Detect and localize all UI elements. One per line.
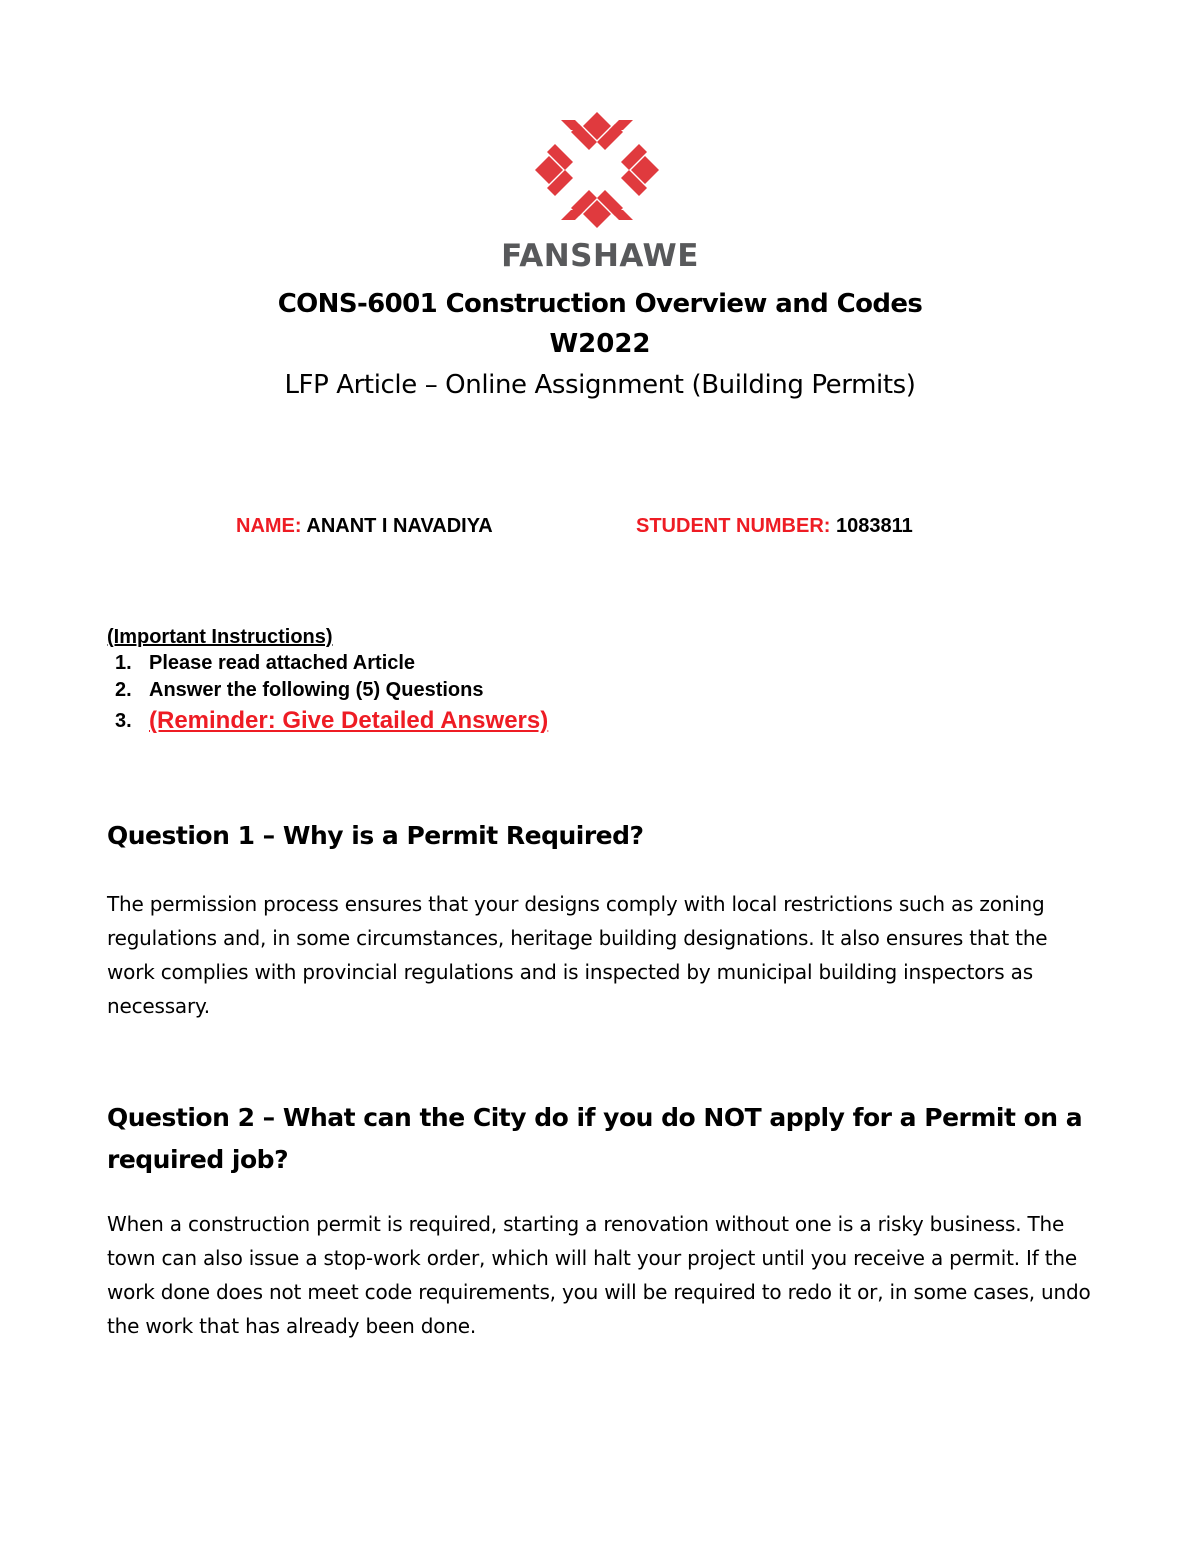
question-2 xyxy=(107,1097,1097,1343)
fanshawe-emblem-icon xyxy=(531,108,663,232)
list-text: Please read attached Article xyxy=(149,652,416,674)
question-1-answer: The permission process ensures that your designs comply with local restrictions such as zoning regulations and, in some circumstances, heritage building designations. It also ensures that the work complies with provincial regulations and is inspected by municipal building inspectors as necessary. xyxy=(107,892,1048,1018)
name-label: NAME: xyxy=(236,515,302,537)
student-number-label: STUDENT NUMBER: xyxy=(636,515,831,537)
term-label: W2022 xyxy=(549,329,651,359)
student-number-value: 1083811 xyxy=(836,515,913,537)
list-item xyxy=(107,677,548,704)
instructions-list xyxy=(107,650,548,738)
question-2-title: Question 2 – What can the City do if you do NOT apply for a Permit on a required job? xyxy=(107,1103,1083,1174)
list-item xyxy=(107,650,548,677)
name-value: ANANT I NAVADIYA xyxy=(306,515,493,537)
list-item-reminder xyxy=(107,704,548,738)
question-1 xyxy=(107,815,1097,1023)
instructions-block xyxy=(107,624,548,738)
fanshawe-logo xyxy=(0,108,1200,283)
list-text: Answer the following (5) Questions xyxy=(149,679,484,701)
list-number: 1. xyxy=(115,652,132,674)
title-block xyxy=(0,284,1200,406)
assignment-subtitle: LFP Article – Online Assignment (Building Permits) xyxy=(284,370,916,400)
reminder-text: (Reminder: Give Detailed Answers) xyxy=(149,707,549,734)
course-title: CONS-6001 Construction Overview and Codes xyxy=(277,289,923,319)
list-number: 3. xyxy=(115,710,132,732)
student-name-field xyxy=(236,515,493,538)
question-1-title: Question 1 – Why is a Permit Required? xyxy=(107,821,644,850)
list-number: 2. xyxy=(115,679,132,701)
question-2-answer: When a construction permit is required, starting a renovation without one is a risky business. The town can also issue a stop-work order, which will halt your project until you receive a permit. If the work done does not meet code requirements, you will be required to redo it or, in some cases, undo the work that has already been done. xyxy=(107,1212,1091,1338)
student-number-field xyxy=(636,515,913,538)
instructions-heading: (Important Instructions) xyxy=(107,626,333,648)
logo-wordmark: FANSHAWE xyxy=(501,238,699,274)
